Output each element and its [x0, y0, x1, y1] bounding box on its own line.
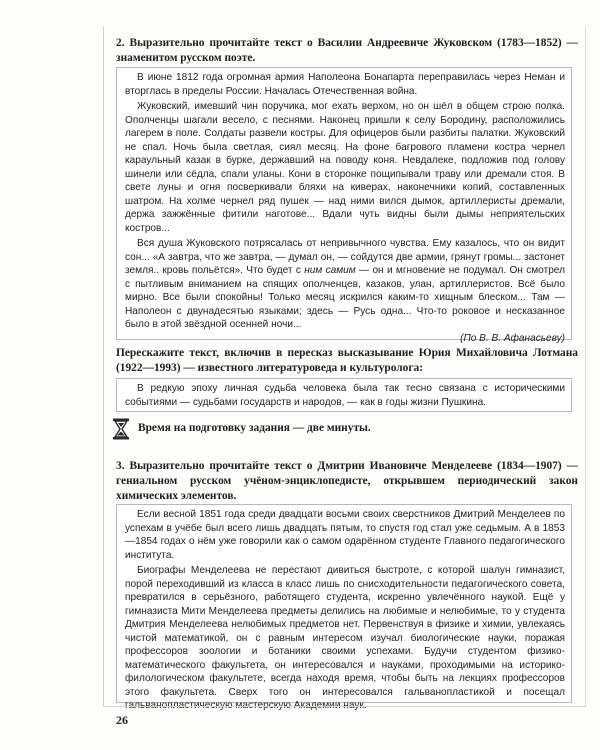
page-number: 26 [116, 713, 128, 727]
task-2-paragraph [125, 237, 565, 332]
task-2-source: (По В. В. Афанасьеву) [460, 332, 565, 344]
task-2-paragraph-start: Вся душа Жуковского потрясалась от непривычного чувства. Ему казалось, что он видит сон... «А завтра, что же завтра, — думал он, — сойдутся две армии, грянут громы... застонет земля.. кровь польётся». Что будет с [125, 238, 565, 276]
lotman-quote: В редкую эпоху личная судьба человека была так тесно связана с историческими событиями — судьбами государств и народов, — как в годы жизни Пушкина. [125, 383, 565, 408]
task-2-heading: 2. Выразительно прочитайте текст о Василии Андреевиче Жуковском (1783—1852) — знаменитом русском поэте. [116, 37, 578, 64]
task-2-text-box [116, 67, 572, 344]
task-2-paragraph: В июне 1812 года огромная армия Наполеона Бонапарта переправилась через Неман и вторглась в пределы России. Началась Отечественная война. [125, 72, 565, 97]
task-2-emphasis: ним самим [304, 265, 356, 276]
lotman-quote-box [116, 378, 572, 412]
task-3-text-box [116, 504, 572, 703]
task-3-paragraph: Если весной 1851 года среди двадцати восьми своих сверстников Дмитрий Менделеев по успехам в учёбе был всего лишь двадцать пятым, то спустя год стал уже седьмым. А в 1853—1854 годах о нём уже говорили как о самом одарённом студенте Главного педагогического института. [125, 509, 565, 561]
task-3-paragraph: Биографы Менделеева не перестают дивиться быстроте, с которой шалун гимназист, порой переходивший из класса в класс лишь по снисходительности педагогического совета, превратился в серьёзного, работящего студента, искренно увлечённого наукой. Ещё у гимназиста Мити Менделеева предметы делились на любимые и нелюбимые, то у студента Дмитрия Менделеева нелюбимых предметов нет. Первенствуя в физике и химии, увлекаясь чистой математикой, он с равным интересом изучал биологические науки, поражая профессоров зоологии и ботаники своими успехами. Будучи студентом физико-математического факультета, он интересовался и науками, проходимыми на историко-филологическом факультете, всегда находя время, чтобы быть на лекциях профессоров этого факультета. Сверх того он интересовался гальванопластикой и посещал [125, 565, 565, 698]
page-bottom-rule [103, 706, 586, 707]
task-2-paragraph-end: — он и мгновение не подумал. Он смотрел с пытливым вниманием на спящих ополченцев, казаков, улан, артиллеристов. Всё было мирно. Все были спокойны! Только месяц искрился каким-то хищным блеском... Там — Наполеон с двунадесятью языками; здесь — Русь одна... Что-то роковое и несказанное было в этой звёздной осенней ночи... [125, 265, 565, 330]
hourglass-icon [112, 418, 130, 440]
page-right-rule [585, 26, 586, 706]
preparation-time-note: Время на подготовку задания — две минуты. [138, 422, 371, 434]
page-left-rule [103, 26, 104, 706]
task-2-paragraph: Жуковский, имевший чин поручика, мог ехать верхом, но он шёл в общем строю полка. Ополченцы шагали весело, с песнями. Наконец пришли к селу Бородину, расположились лагерем в поле. Солдаты развели костры. Для офицеров были разбиты палатки. Жуковский не спал. Ночь была светлая, сиял месяц. На фоне багрового пламени костра чернел караульный казак в бурке, державший на поводу коня. Невдалеке, подложив под голову шинели или сёдла, спали уланы. Кони в сторонке пощипывали траву или дремали стоя. В свете луны и огня посверкивали бляхи на киверах, наконечники копий, составленных шатром. На холме чернел ряд пушек — над ними вился дымок, артиллеристы дремали, держа зажжённые фитили наготове... Вдали чуть видны были дымы неприятельских костров... [125, 101, 565, 234]
task-3-heading: 3. Выразительно прочитайте текст о Дмитрии Ивановиче Менделееве (1834—1907) — гениальном русском учёном-энциклопедисте, открывшем периодический закон химических элементов. [116, 460, 578, 502]
retell-heading: Перескажите текст, включив в пересказ высказывание Юрия Михайловича Лотмана (1922—1993) — известного литературоведа и культуролога: [116, 347, 578, 374]
